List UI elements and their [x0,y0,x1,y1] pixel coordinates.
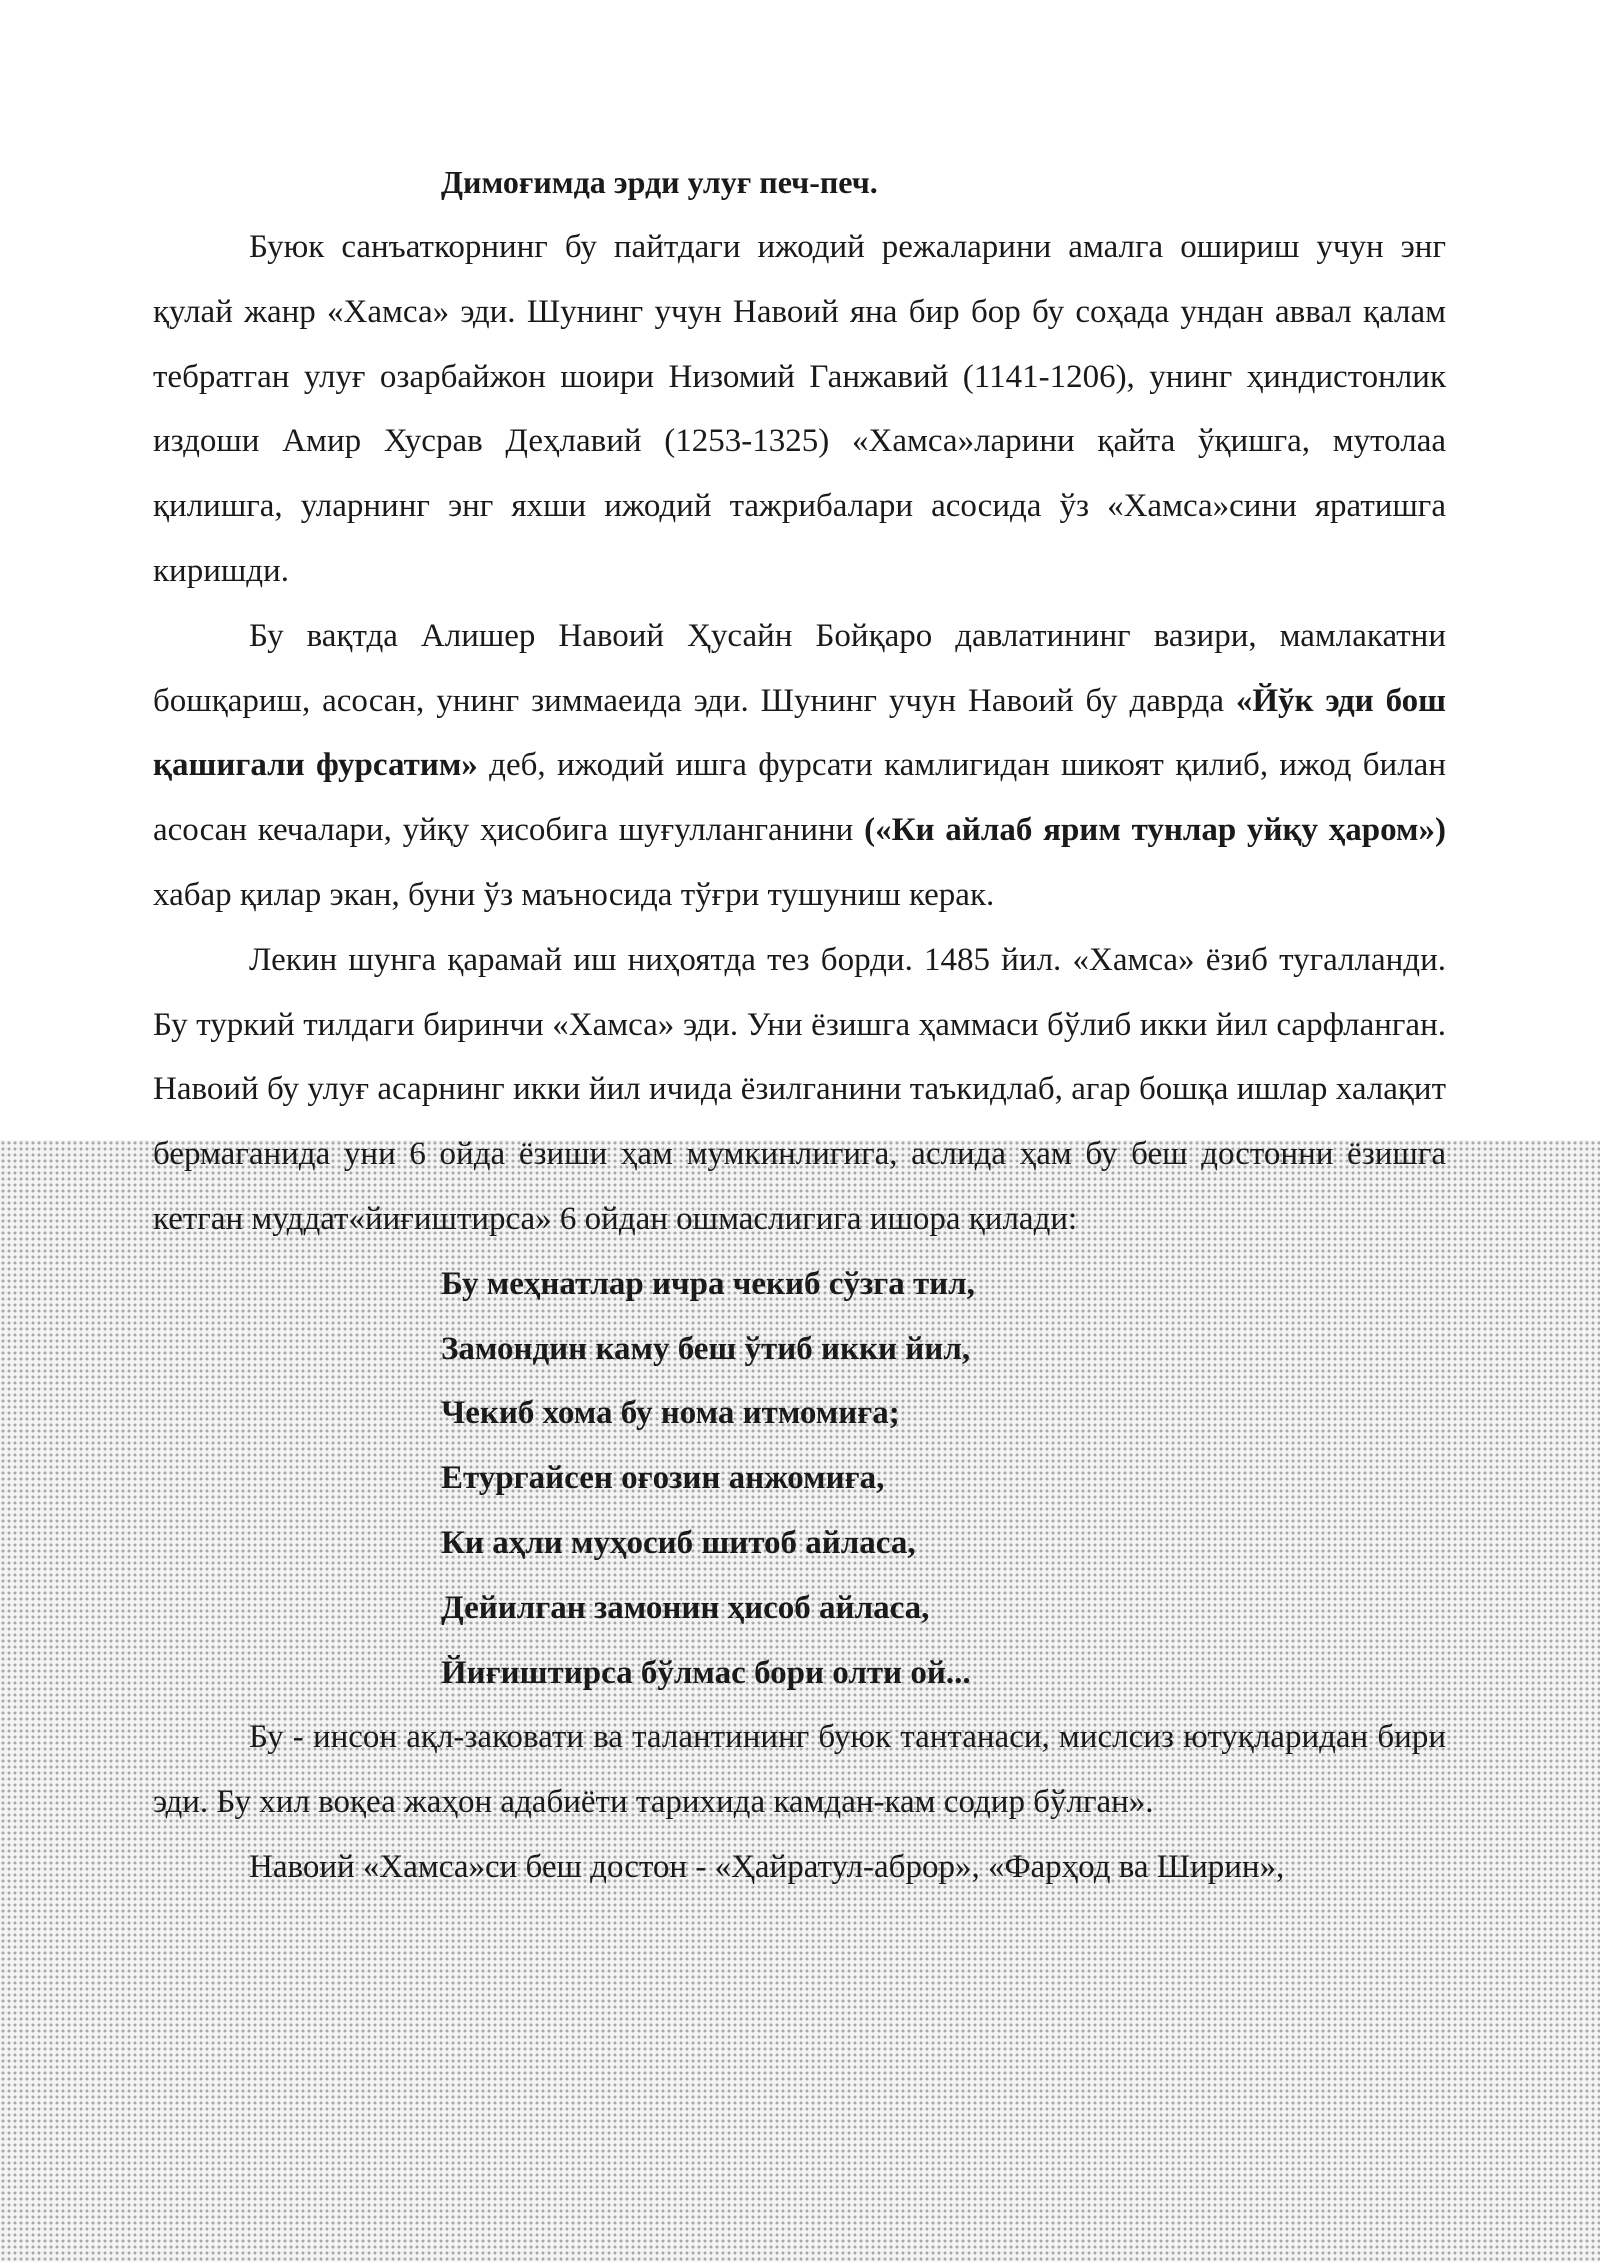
poem-line: Етургайсен оғозин анжомиға, [441,1460,885,1497]
paragraph-3: Лекин шунга қарамай иш ниҳоятда тез борди. 1485 йил. «Хамса» ёзиб тугалланди. Бу туркий тилдаги биринчи «Хамса» эди. Уни ёзишга ҳаммаси бўлиб икки йил сарфланган. Навоий бу улуғ асарнинг икки йил ичида ёзилганини таъкидлаб, агар бошқа ишлар халақит бермаганида уни 6 ойда ёзиши ҳам мумкинлигига, аслида ҳам бу беш достонни ёзишга кетган муддат«йиғиштирса» 6 ойдан ошмаслигига ишора қилади: [153,941,1446,1237]
poem-line: Ки аҳли муҳосиб шитоб айласа, [441,1524,916,1561]
paragraph-5: Навоий «Хамса»си беш достон - «Ҳайратул-аброр», «Фарҳод ва Ширин», [249,1848,1285,1885]
poem-line: Чекиб хома бу нома итмомиға; [441,1395,900,1432]
poem-line: Замондин каму беш ўтиб икки йил, [441,1330,971,1367]
paragraph-2-text-b: деб, ижодий ишга фурсати камлигидан шикоят қилиб, ижод билан асосан кечалари, уйқу ҳисобига шуғулланганини [153,747,1446,849]
poem-line: Йиғиштирса бўлмас бори олти ой... [441,1654,971,1691]
paragraph-1: Буюк санъаткорнинг бу пайтдаги ижодий режаларини амалга ошириш учун энг қулай жанр «Хамса» эди. Шунинг учун Навоий яна бир бор бу соҳада ундан аввал қалам тебратган улуғ озарбайжон шоири Низомий Ганжавий (1141-1206), унинг ҳиндистонлик издоши Амир Хусрав Деҳлавий (1253-1325) «Хамса»ларини қайта ўқишга, мутолаа қилишга, уларнинг энг яхши ижодий тажрибалари асосида ўз «Хамса»сини яратишга киришди. [153,229,1446,589]
paragraph-2-text-c: хабар қилар экан, буни ўз маъносида тўғри тушуниш керак. [153,876,995,913]
poem-block [441,1252,1446,1706]
quote-bold-1: «Йўк эди бош қашигали фурсатим» [153,682,1446,784]
section-title: Димоғимда эрди улуғ печ-печ. [441,164,878,200]
poem-line: Дейилган замонин ҳисоб айласа, [441,1589,930,1626]
document-page [153,150,1446,1900]
paragraph-2-text-a: Бу вақтда Алишер Навоий Ҳусайн Бойқаро давлатининг вазири, мамлакатни бошқариш, асосан, унинг зиммаеида эди. Шунинг учун Навоий бу даврда [153,617,1446,719]
paragraph-2 [153,604,1446,928]
quote-bold-2: («Ки айлаб ярим тунлар уйқу ҳаром») [864,812,1446,849]
paragraph-4: Бу - инсон ақл-заковати ва талантининг буюк тантанаси, мислсиз ютуқларидан бири эди. Бу хил воқеа жаҳон адабиёти тарихида камдан-кам содир бўлган». [153,1719,1446,1821]
poem-line: Бу меҳнатлар ичра чекиб сўзга тил, [441,1265,975,1302]
